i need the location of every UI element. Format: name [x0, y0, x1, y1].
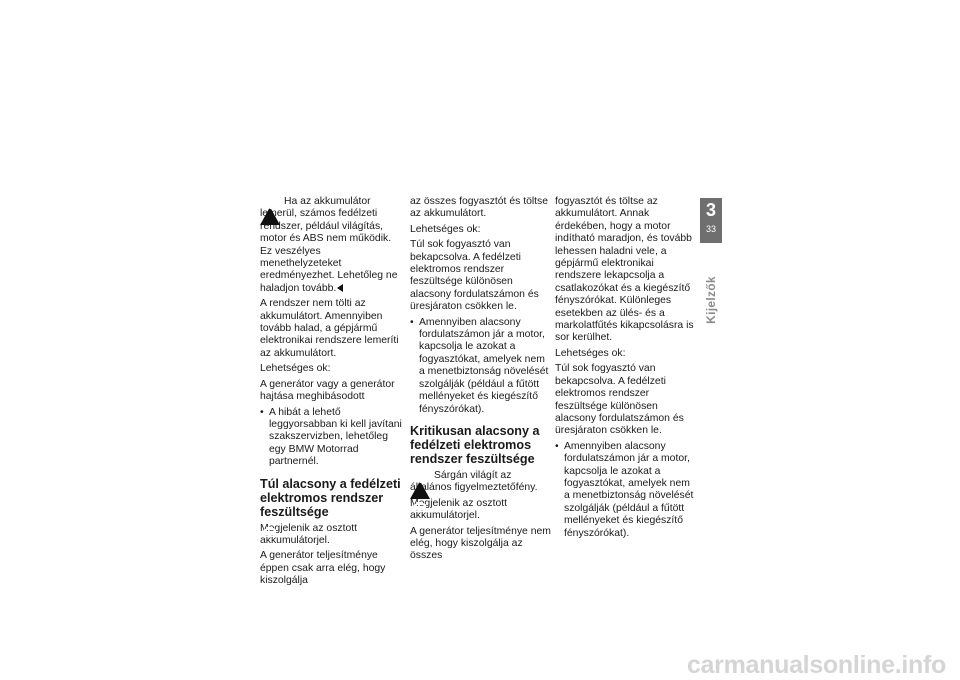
paragraph: A rendszer nem tölti az akkumulátort. Amennyiben tovább halad, a gépjármű elektronikai rendszere lemeríti az akkumulátort. [260, 298, 399, 359]
battery-text: Megjelenik az osztott akkumulátorjel. [410, 497, 508, 522]
section-heading: Kritikusan alacsony a fedélzeti elektromos rendszer feszültsége [410, 423, 540, 466]
possible-cause-label: Lehetséges ok: [260, 363, 331, 375]
battery-paragraph [260, 523, 402, 548]
page-number: 33 [705, 224, 716, 234]
paragraph: Túl sok fogyasztó van bekapcsolva. A fedélzeti elektromos rendszer feszültsége különösen alacsony fordulatszámon és üresjáraton csökken le. [410, 239, 539, 313]
warning-paragraph [260, 196, 402, 295]
bullet-list [260, 407, 402, 469]
bullet-list [410, 317, 552, 416]
possible-cause-label: Lehetséges ok: [555, 347, 626, 359]
column-3 [555, 196, 697, 543]
battery-paragraph [410, 498, 552, 523]
paragraph: A generátor teljesítménye éppen csak arra elég, hogy kiszolgálja [260, 550, 386, 587]
paragraph: Túl sok fogyasztó van bekapcsolva. A fedélzeti elektromos rendszer feszültsége különösen alacsony fordulatszámon és üresjáraton csökken le. [555, 363, 684, 437]
section-heading: Túl alacsony a fedélzeti elektromos rendszer feszültsége [260, 476, 401, 519]
end-mark-icon [337, 284, 343, 292]
warning-paragraph [410, 470, 552, 495]
warning-text: Sárgán világít az általános figyelmeztetőfény. [410, 469, 538, 494]
watermark: carmanualsonline.info [686, 651, 946, 679]
paragraph: fogyasztót és töltse az akkumulátort. Annak érdekében, hogy a motor indítható maradjon, és tovább lehessen haladni vele, a gépjármű elektronikai rendszere lekapcsolja a csatlakozókat és a kiegészítő fényszórókat. Különleges esetekben az ülés- és a markolatfűtés kikapcsolásra is sor kerülhet. [555, 196, 694, 344]
chapter-tab [700, 198, 722, 243]
bullet-item: • Amennyiben alacsony fordulatszámon jár a motor, kapcsolja le azokat a fogyasztókat, amelyek nem a menetbiztonság növelését szolgálják (például a fűtött mellényeket és kiegészítő fényszórókat). [410, 317, 552, 416]
warning-triangle-icon [260, 196, 280, 208]
bullet-item: • Amennyiben alacsony fordulatszámon jár a motor, kapcsolja le azokat a fogyasztókat, amelyek nem a menetbiztonság növelését szolgálják (például a fűtött mellényeket és kiegészítő fényszórókat). [555, 441, 697, 540]
bullet-list [555, 441, 697, 540]
chapter-title: Kijelzők [704, 276, 718, 324]
paragraph: A generátor vagy a generátor hajtása meghibásodott [260, 378, 395, 403]
paragraph: az összes fogyasztót és töltse az akkumulátort. [410, 196, 549, 220]
column-1 [260, 196, 402, 591]
paragraph: A generátor teljesítménye nem elég, hogy kiszolgálja az összes [410, 525, 551, 562]
warning-triangle-icon [410, 470, 430, 482]
battery-text: Megjelenik az osztott akkumulátorjel. [260, 522, 358, 546]
warning-text: Ha az akkumulátor lemerül, számos fedélzeti rendszer, például világítás, motor és ABS nem működik. Ez veszélyes menethelyzeteket eredményezhet. Lehetőleg ne haladjon tovább. [260, 196, 398, 294]
bullet-item: • A hibát a lehető leggyorsabban ki kell javítani szakszervizben, lehetőleg egy BMW Motorrad partnernél. [260, 407, 402, 469]
column-2 [410, 196, 552, 566]
chapter-number: 3 [705, 200, 716, 220]
possible-cause-label: Lehetséges ok: [410, 223, 481, 235]
